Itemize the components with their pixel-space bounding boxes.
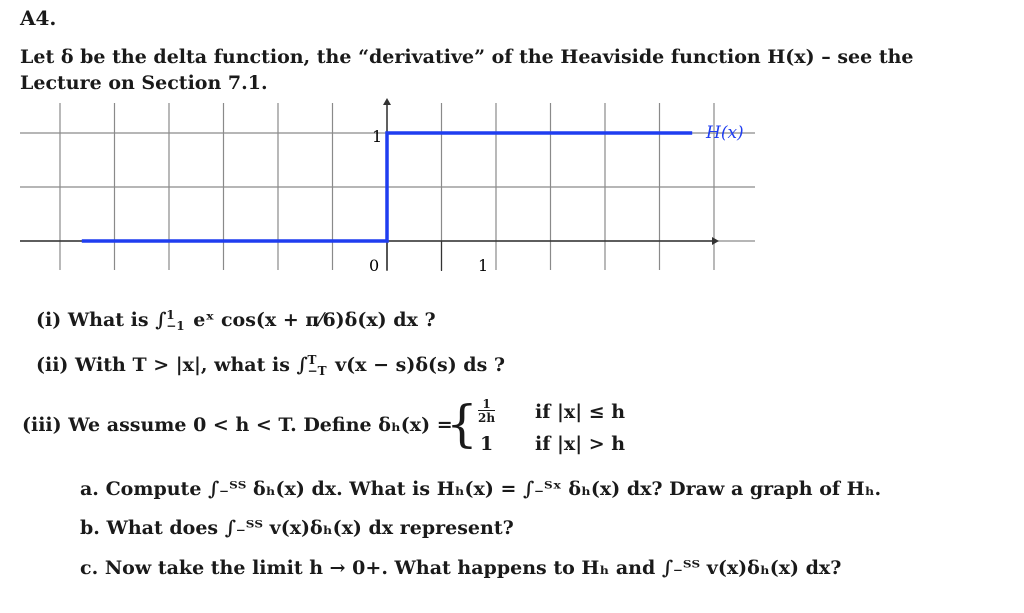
x-tick-label-0: 0 <box>369 256 380 275</box>
question-ii-label: (ii) <box>36 354 69 376</box>
intro-line-1: Let δ be the delta function, the “derivative” of the Heaviside function H(x) – see the <box>20 46 914 68</box>
question-i-pre: What is ∫ <box>67 309 167 331</box>
question-i-label: (i) <box>36 309 62 331</box>
question-i <box>36 309 436 332</box>
question-i-post: eˣ cos(x + π⁄6)δ(x) dx ? <box>186 309 436 331</box>
subquestion-a-label: a. <box>80 478 99 500</box>
problem-intro <box>20 44 980 96</box>
y-tick-label-1: 1 <box>372 127 383 146</box>
question-ii-lower-limit: −T <box>307 364 327 378</box>
question-i-upper-limit: 1 <box>166 308 175 322</box>
case-1-condition: if |x| ≤ h <box>535 401 626 423</box>
question-i-lower-limit: −1 <box>166 319 185 333</box>
series-label: H(x) <box>706 123 744 143</box>
case-2-condition: if |x| > h <box>535 433 626 455</box>
case-2-value: 1 <box>480 433 494 455</box>
case-1-denominator: 2h <box>478 411 496 425</box>
question-ii-pre: With T > |x|, what is ∫ <box>75 354 308 376</box>
subquestion-a-text: Compute ∫₋ᵀᵀ δₕ(x) dx. What is Hₕ(x) = ∫₋ᵀˣ δₕ(x) dx? Draw a graph of Hₕ. <box>105 478 882 500</box>
subquestion-c <box>80 557 841 579</box>
question-ii-post: v(x − s)δ(s) ds ? <box>328 354 506 376</box>
question-iii-pre: We assume 0 < h < T. Define δₕ(x) = <box>68 414 453 436</box>
question-iii-label: (iii) <box>22 414 62 436</box>
question-ii <box>36 354 505 377</box>
x-axis-arrow <box>712 237 719 245</box>
question-ii-upper-limit: T <box>307 353 317 367</box>
heaviside-graph <box>0 95 800 285</box>
x-tick-label-1: 1 <box>478 256 489 275</box>
subquestion-c-label: c. <box>80 557 99 579</box>
subquestion-c-text: Now take the limit h → 0+. What happens to Hₕ and ∫₋ᵀᵀ v(x)δₕ(x) dx? <box>104 557 842 579</box>
subquestion-b-text: What does ∫₋ᵀᵀ v(x)δₕ(x) dx represent? <box>106 517 514 539</box>
subquestion-b-label: b. <box>80 517 100 539</box>
question-iii <box>22 414 453 436</box>
subquestion-b <box>80 517 514 539</box>
subquestion-a <box>80 478 881 500</box>
cases-brace: { <box>446 395 478 453</box>
y-axis-arrow <box>383 98 391 105</box>
problem-heading: A4. <box>20 6 57 30</box>
intro-line-2: Lecture on Section 7.1. <box>20 72 268 94</box>
graph-axes <box>20 98 719 271</box>
case-1-numerator: 1 <box>482 397 491 411</box>
case-1-value <box>478 398 495 424</box>
